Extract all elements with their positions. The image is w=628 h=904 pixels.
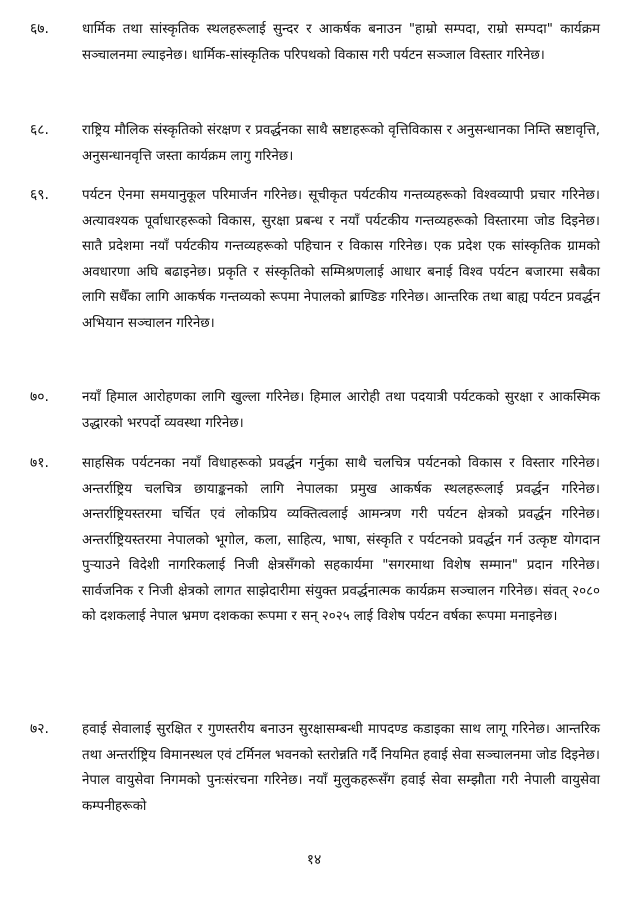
paragraph-text: पर्यटन ऐनमा समयानुकूल परिमार्जन गरिनेछ। सूचीकृत पर्यटकीय गन्तव्यहरूको विश्वव्यापी प्रचार गरिनेछ। अत्यावश्यक पूर्वाधारहरूको विकास, सुरक्षा प्रबन्ध र नयाँ पर्यटकीय गन्तव्यहरूको विस्तारमा जोड दिइनेछ। सातै प्रदेशमा नयाँ पर्यटकीय गन्तव्यहरूको पहिचान र विकास गरिनेछ। एक प्रदेश एक सांस्कृतिक ग्रामको अवधारणा अघि बढाइनेछ। प्रकृति र संस्कृतिको सम्मिश्रणलाई आधार बनाई विश्व पर्यटन बजारमा सबैका लागि सधैँका लागि आकर्षक गन्तव्यको रूपमा नेपालको ब्राण्डिङ गरिनेछ। आन्तरिक तथा बाह्य पर्यटन प्रवर्द्धन अभियान सञ्चालन गरिनेछ। — [82, 188, 600, 331]
paragraph-71 — [30, 451, 600, 630]
paragraph-number: ७१. — [30, 455, 50, 471]
paragraph-number: ६८. — [30, 122, 50, 138]
paragraph-number: ७२. — [30, 721, 50, 737]
paragraph-67 — [30, 17, 600, 68]
paragraph-text: हवाई सेवालाई सुरक्षित र गुणस्तरीय बनाउन सुरक्षासम्बन्धी मापदण्ड कडाइका साथ लागू गरिनेछ। आन्तरिक तथा अन्तर्राष्ट्रिय विमानस्थल एवं टर्मिनल भवनको स्तरोन्नति गर्दै नियमित हवाई सेवा सञ्चालनमा जोड दिइनेछ। नेपाल वायुसेवा निगमको पुनःसंरचना गरिनेछ। नयाँ मुलुकहरूसँग हवाई सेवा सम्झौता गरी नेपाली वायुसेवा कम्पनीहरूको — [82, 722, 600, 814]
paragraph-number: ७०. — [30, 389, 50, 405]
page-number: १४ — [306, 852, 322, 868]
paragraph-text: धार्मिक तथा सांस्कृतिक स्थलहरूलाई सुन्दर र आकर्षक बनाउन "हाम्रो सम्पदा, राम्रो सम्पदा" कार्यक्रम सञ्चालनमा ल्याइनेछ। धार्मिक-सांस्कृतिक परिपथको विकास गरी पर्यटन सञ्जाल विस्तार गरिनेछ। — [82, 22, 600, 63]
paragraph-70 — [30, 385, 600, 436]
paragraph-number: ६७. — [30, 21, 50, 37]
paragraph-number: ६९. — [30, 187, 50, 203]
paragraph-text: राष्ट्रिय मौलिक संस्कृतिको संरक्षण र प्रवर्द्धनका साथै स्रष्टाहरूको वृत्तिविकास र अनुसन्धानका निम्ति स्रष्टावृत्ति, अनुसन्धानवृत्ति जस्ता कार्यक्रम लागु गरिनेछ। — [82, 123, 600, 164]
paragraph-68 — [30, 118, 600, 169]
paragraph-69 — [30, 183, 600, 336]
paragraph-72 — [30, 717, 600, 819]
paragraph-text: नयाँ हिमाल आरोहणका लागि खुल्ला गरिनेछ। हिमाल आरोही तथा पदयात्री पर्यटकको सुरक्षा र आकस्मिक उद्धारको भरपर्दो व्यवस्था गरिनेछ। — [82, 390, 600, 431]
paragraph-text: साहसिक पर्यटनका नयाँ विधाहरूको प्रवर्द्धन गर्नुका साथै चलचित्र पर्यटनको विकास र विस्तार गरिनेछ। अन्तर्राष्ट्रिय चलचित्र छायाङ्कनको लागि नेपालका प्रमुख आकर्षक स्थलहरूलाई प्रवर्द्धन गरिनेछ। अन्तर्राष्ट्रियस्तरमा चर्चित एवं लोकप्रिय व्यक्तित्वलाई आमन्त्रण गरी पर्यटन क्षेत्रको प्रवर्द्धन गरिनेछ। अन्तर्राष्ट्रियस्तरमा नेपालको भूगोल, कला, साहित्य, भाषा, संस्कृति र पर्यटनको प्रवर्द्धन गर्न उत्कृष्ट योगदान पुऱ्याउने विदेशी नागरिकलाई निजी क्षेत्रसँगको सहकार्यमा "सगरमाथा विशेष सम्मान" प्रदान गरिनेछ। सार्वजनिक र निजी क्षेत्रको लागत साझेदारीमा संयुक्त प्रवर्द्धनात्मक कार्यक्रम सञ्चालन गरिनेछ। संवत् २०८० को दशकलाई नेपाल भ्रमण दशकका रूपमा र सन् २०२५ लाई विशेष पर्यटन वर्षका रूपमा मनाइनेछ। — [82, 456, 600, 624]
